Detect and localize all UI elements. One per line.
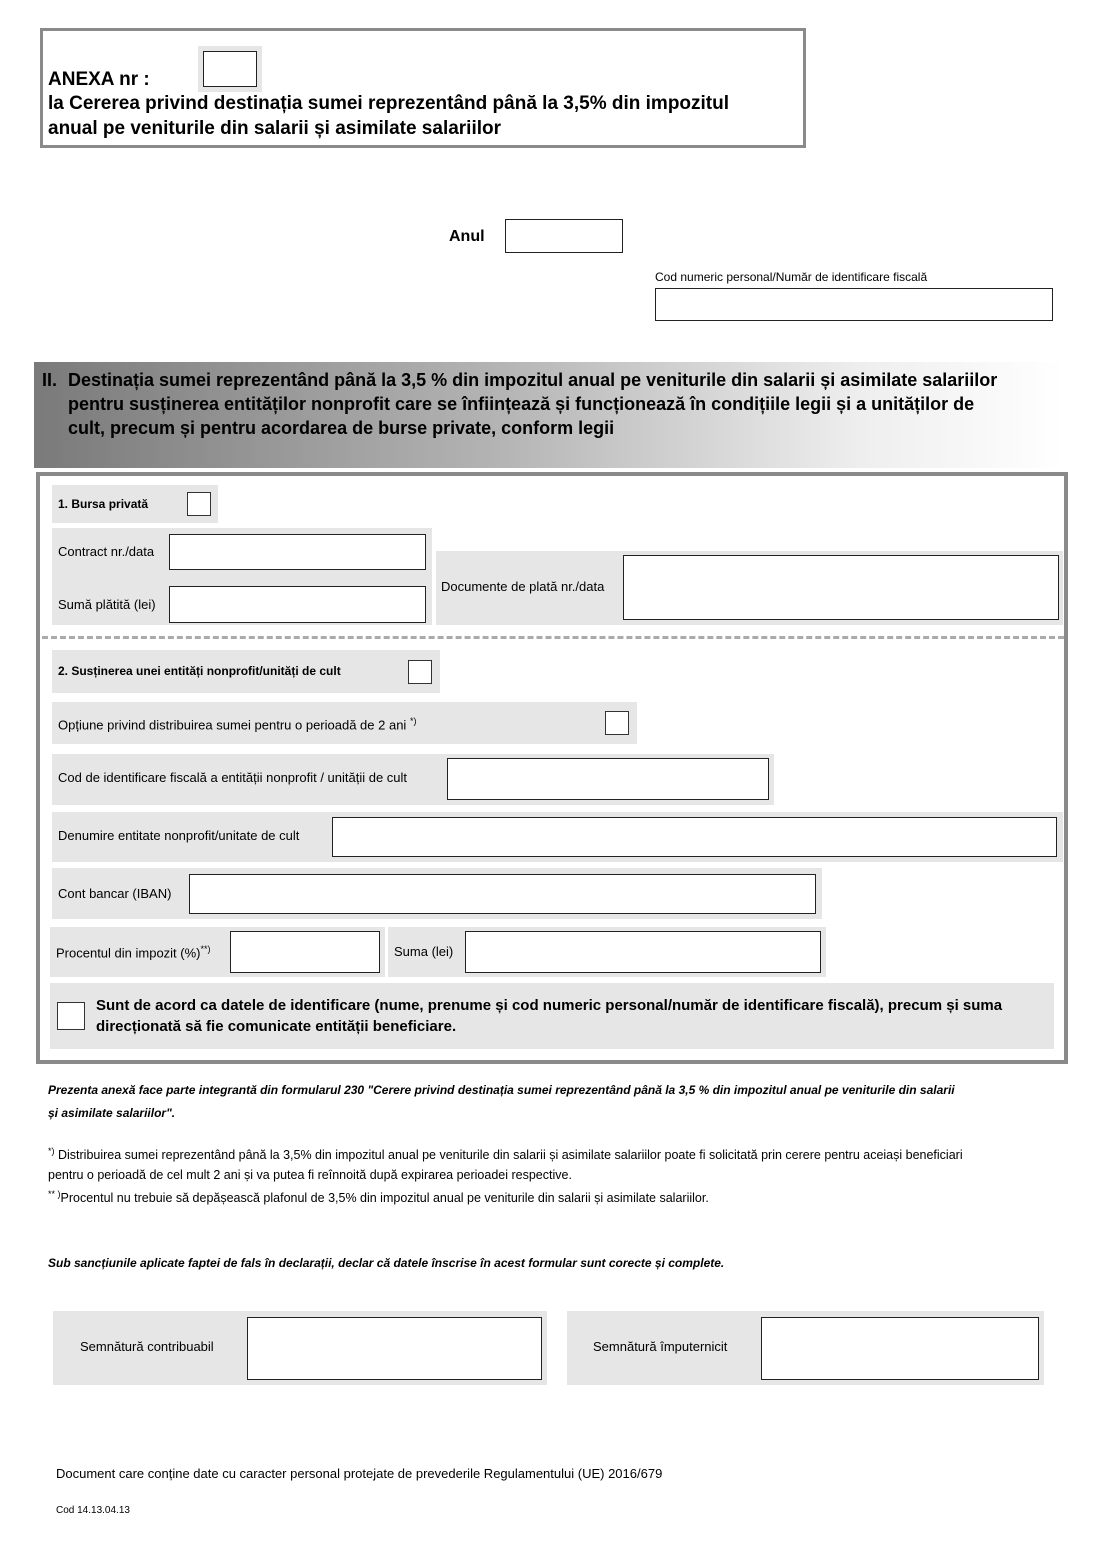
suma-platita-input[interactable] xyxy=(169,586,426,623)
optiune-label xyxy=(58,716,416,732)
suma-lei-label: Suma (lei) xyxy=(394,944,454,959)
acord-checkbox[interactable] xyxy=(57,1002,85,1030)
declaratie-text: Sub sancțiunile aplicate faptei de fals în declarații, declar că datele înscrise în acest formular sunt corecte și complete. xyxy=(48,1256,725,1270)
cnp-label: Cod numeric personal/Număr de identificare fiscală xyxy=(655,270,928,284)
section-ii-title-line3: cult, precum și pentru acordarea de burse private, conform legii xyxy=(68,418,615,438)
anul-label: Anul xyxy=(449,228,485,245)
section-ii-title-line2: pentru susținerea entităților nonprofit care se înființează și funcționează în condițiile legii și a unităților de xyxy=(68,394,975,414)
optiune-footnote-mark: *) xyxy=(409,716,417,726)
footnote-2-mark: ** ) xyxy=(48,1189,61,1199)
anexa-title-line2: anual pe veniturile din salarii și asimilate salariilor xyxy=(48,118,502,139)
semnatura-imputernicit-label: Semnătură împuternicit xyxy=(593,1339,728,1354)
semnatura-imputernicit-input[interactable] xyxy=(761,1317,1039,1380)
form-code: Cod 14.13.04.13 xyxy=(56,1505,130,1516)
sustinere-checkbox[interactable] xyxy=(408,660,432,684)
footnote-1-line2: pentru o perioadă de cel mult 2 ani și va putea fi reînnoită după expirarea perioadei respective. xyxy=(48,1168,572,1182)
acord-text-line2: direcționată să fie comunicate entității beneficiare. xyxy=(96,1018,457,1035)
contract-input[interactable] xyxy=(169,534,426,570)
section-ii-title-line1: Destinația sumei reprezentând până la 3,5 % din impozitul anual pe veniturile din salarii și asimilate salariilor xyxy=(68,370,998,390)
documente-plata-label: Documente de plată nr./data xyxy=(441,579,605,594)
anul-input[interactable] xyxy=(505,219,623,253)
anexa-title-line1: la Cererea privind destinația sumei reprezentând până la 3,5% din impozitul xyxy=(48,93,730,114)
integral-note-line2: și asimilate salariilor". xyxy=(48,1106,176,1120)
iban-input[interactable] xyxy=(189,874,816,914)
footnote-1-mark: *) xyxy=(48,1146,55,1156)
section-ii-number: II. xyxy=(42,370,58,390)
anexa-label: ANEXA nr : xyxy=(48,69,150,90)
iban-label: Cont bancar (IBAN) xyxy=(58,886,172,901)
suma-platita-label: Sumă plătită (lei) xyxy=(58,597,156,612)
denumire-label: Denumire entitate nonprofit/unitate de cult xyxy=(58,828,300,843)
bursa-checkbox[interactable] xyxy=(187,492,211,516)
footnote-2-text: Procentul nu trebuie să depășească plafonul de 3,5% din impozitul anual pe veniturile din salarii și asimilate salariilor. xyxy=(60,1191,709,1206)
procent-label-text: Procentul din impozit (%) xyxy=(56,945,201,961)
cif-label: Cod de identificare fiscală a entității nonprofit / unității de cult xyxy=(58,770,408,785)
gdpr-notice: Document care conține date cu caracter personal protejate de prevederile Regulamentului (UE) 2016/679 xyxy=(56,1466,663,1481)
semnatura-contribuabil-input[interactable] xyxy=(247,1317,542,1380)
suma-lei-input[interactable] xyxy=(465,931,821,973)
section-divider xyxy=(42,636,1064,639)
procent-label xyxy=(56,944,211,960)
procent-footnote-mark: **) xyxy=(200,944,211,954)
procent-input[interactable] xyxy=(230,931,380,973)
acord-panel xyxy=(50,983,1054,1049)
bursa-title: 1. Bursa privată xyxy=(58,497,149,511)
acord-text-line1: Sunt de acord ca datele de identificare (nume, prenume și cod numeric personal/număr de identificare fiscală), precum și suma xyxy=(96,997,1003,1014)
contract-label: Contract nr./data xyxy=(58,544,155,559)
cif-input[interactable] xyxy=(447,758,769,800)
anexa-nr-input[interactable] xyxy=(203,51,257,87)
sustinere-title: 2. Susținerea unei entități nonprofit/unități de cult xyxy=(58,664,341,678)
documente-plata-input[interactable] xyxy=(623,555,1059,620)
cnp-input[interactable] xyxy=(655,288,1053,321)
optiune-label-text: Opțiune privind distribuirea sumei pentru o perioadă de 2 ani xyxy=(58,717,407,733)
denumire-input[interactable] xyxy=(332,817,1057,857)
optiune-checkbox[interactable] xyxy=(605,711,629,735)
integral-note-line1: Prezenta anexă face parte integrantă din formularul 230 "Cerere privind destinația sumei reprezentând până la 3,5 % din impozitul anual pe veniturile din salarii xyxy=(48,1083,955,1097)
footnote-1-line1 xyxy=(48,1146,963,1162)
footnote-2-line1 xyxy=(48,1189,709,1205)
semnatura-contribuabil-label: Semnătură contribuabil xyxy=(80,1339,214,1354)
footnote-1-text: Distribuirea sumei reprezentând până la 3,5% din impozitul anual pe veniturile din salarii și asimilate salariilor poate fi solicitată prin cerere pentru aceiași beneficiari xyxy=(54,1148,963,1163)
